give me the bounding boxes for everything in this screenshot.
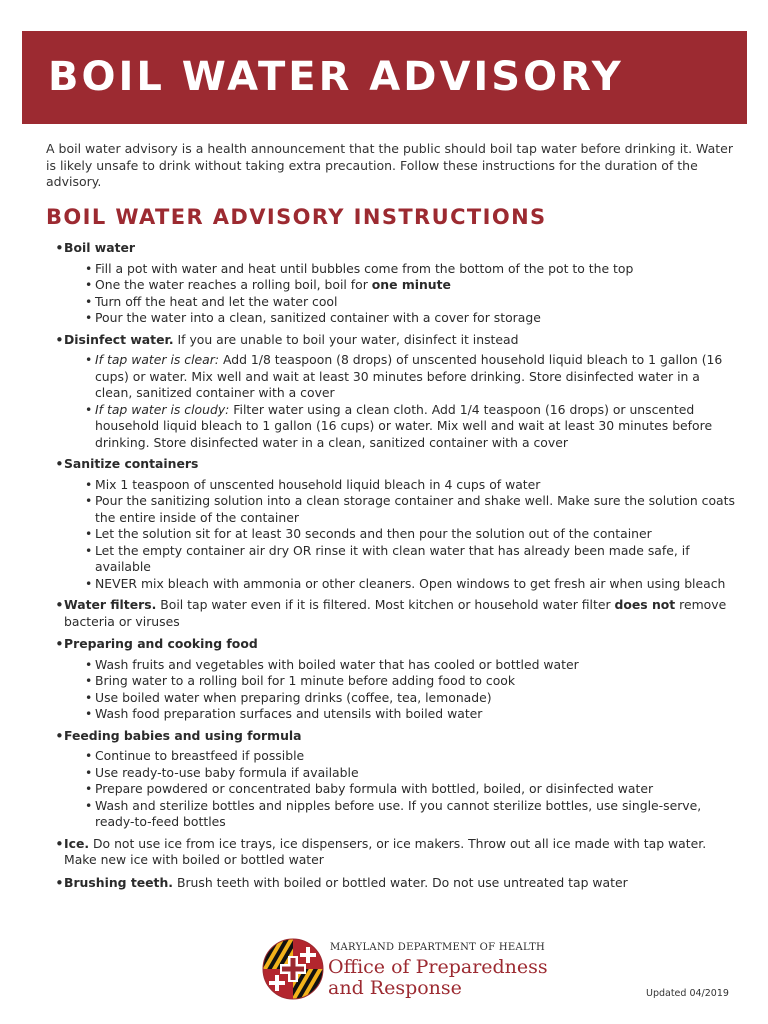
condition-label: If tap water is clear: bbox=[95, 352, 220, 367]
topic-boil-water bbox=[46, 240, 736, 327]
topic-heading: Ice. bbox=[64, 835, 90, 851]
office-name bbox=[328, 957, 548, 999]
list-item: • Mix 1 teaspoon of unscented household liquid bleach in 4 cups of water bbox=[85, 477, 736, 494]
list-item: • Use ready-to-use baby formula if available bbox=[85, 765, 736, 782]
list-item-text: Add 1/8 teaspoon (8 drops) of unscented household liquid bleach to 1 gallon (16 cups) or water. Mix well and wait at least 30 minutes before drinking. Store disinfected water in a clean, sanitized container with a cover bbox=[95, 352, 723, 400]
emphasis-text: does not bbox=[614, 597, 676, 612]
list-item bbox=[85, 277, 736, 294]
list-item: • Use boiled water when preparing drinks (coffee, tea, lemonade) bbox=[85, 690, 736, 707]
topic-feeding-babies bbox=[46, 728, 736, 831]
condition-label: If tap water is cloudy: bbox=[95, 401, 230, 417]
topic-water-filters bbox=[46, 597, 736, 630]
topic-text: Brush teeth with boiled or bottled water. Do not use untreated tap water bbox=[173, 874, 628, 890]
instructions-list bbox=[46, 240, 736, 896]
topic-disinfect-water bbox=[46, 332, 736, 452]
list-item: • Pour the sanitizing solution into a clean storage container and shake well. Make sure the solution coats the entire inside of the container bbox=[85, 493, 736, 526]
topic-brushing-teeth bbox=[46, 875, 736, 892]
department-name: MARYLAND DEPARTMENT OF HEALTH bbox=[330, 942, 546, 953]
list-item bbox=[85, 352, 736, 402]
topic-heading: • Feeding babies and using formula bbox=[64, 727, 302, 743]
agency-logo bbox=[262, 938, 548, 1004]
topic-text: remove bacteria or viruses bbox=[64, 597, 727, 629]
topic-text: Do not use ice from ice trays, ice dispensers, or ice makers. Throw out all ice made with tap water. Make new ice with boiled or bottled water bbox=[64, 835, 707, 867]
list-item: • Pour the water into a clean, sanitized container with a cover for storage bbox=[85, 310, 736, 327]
list-item bbox=[85, 402, 736, 452]
topic-preparing-food bbox=[46, 636, 736, 723]
list-item-text: One the water reaches a rolling boil, boil for bbox=[95, 277, 372, 292]
list-item: • Bring water to a rolling boil for 1 minute before adding food to cook bbox=[85, 673, 736, 690]
topic-heading: • Boil water bbox=[64, 240, 136, 255]
list-item: • NEVER mix bleach with ammonia or other cleaners. Open windows to get fresh air when using bleach bbox=[85, 576, 736, 593]
updated-date: Updated 04/2019 bbox=[646, 988, 729, 999]
topic-sanitize-containers bbox=[46, 456, 736, 592]
topic-heading: Water filters. bbox=[64, 597, 157, 612]
list-item: • Wash food preparation surfaces and utensils with boiled water bbox=[85, 706, 736, 723]
list-item: • Wash fruits and vegetables with boiled water that has cooled or bottled water bbox=[85, 657, 736, 674]
list-item: • Continue to breastfeed if possible bbox=[85, 748, 736, 765]
intro-paragraph: A boil water advisory is a health announcement that the public should boil tap water before drinking it. Water is likely unsafe to drink without taking extra precaution. Follow these instructions for the duration of the advisory. bbox=[46, 141, 733, 189]
topic-heading: • Sanitize containers bbox=[64, 456, 199, 471]
page-title: BOIL WATER ADVISORY bbox=[48, 54, 624, 100]
list-item: • Let the solution sit for at least 30 seconds and then pour the solution out of the container bbox=[85, 526, 736, 543]
topic-heading: • Preparing and cooking food bbox=[64, 636, 258, 651]
maryland-flag-seal-icon bbox=[262, 938, 324, 1000]
section-title: BOIL WATER ADVISORY INSTRUCTIONS bbox=[46, 205, 547, 229]
topic-heading: Brushing teeth. bbox=[64, 874, 174, 890]
office-name-line: Office of Preparedness bbox=[328, 956, 548, 978]
list-item: • Wash and sterilize bottles and nipples before use. If you cannot sterilize bottles, use single-serve, ready-to-feed bottles bbox=[85, 798, 736, 831]
emphasis-text: one minute bbox=[371, 277, 451, 292]
topic-ice bbox=[46, 836, 736, 869]
topic-text: If you are unable to boil your water, disinfect it instead bbox=[173, 331, 519, 347]
list-item: • Let the empty container air dry OR rinse it with clean water that has already been made safe, if available bbox=[85, 543, 736, 576]
office-name-line: and Response bbox=[328, 977, 462, 999]
topic-line bbox=[64, 332, 736, 349]
title-banner bbox=[22, 31, 747, 124]
topic-text: Boil tap water even if it is filtered. Most kitchen or household water filter bbox=[156, 597, 615, 612]
list-item: • Turn off the heat and let the water cool bbox=[85, 294, 736, 311]
list-item: • Prepare powdered or concentrated baby formula with bottled, boiled, or disinfected water bbox=[85, 781, 736, 798]
topic-heading: Disinfect water. bbox=[64, 331, 174, 347]
list-item: • Fill a pot with water and heat until bubbles come from the bottom of the pot to the top bbox=[85, 261, 736, 278]
list-item-text: Filter water using a clean cloth. Add 1/4 teaspoon (16 drops) or unscented household liquid bleach to 1 gallon (16 cups) or water. Mix well and wait at least 30 minutes before drinking. Store disinfected water in a clean, sanitized container with a cover bbox=[95, 401, 713, 450]
